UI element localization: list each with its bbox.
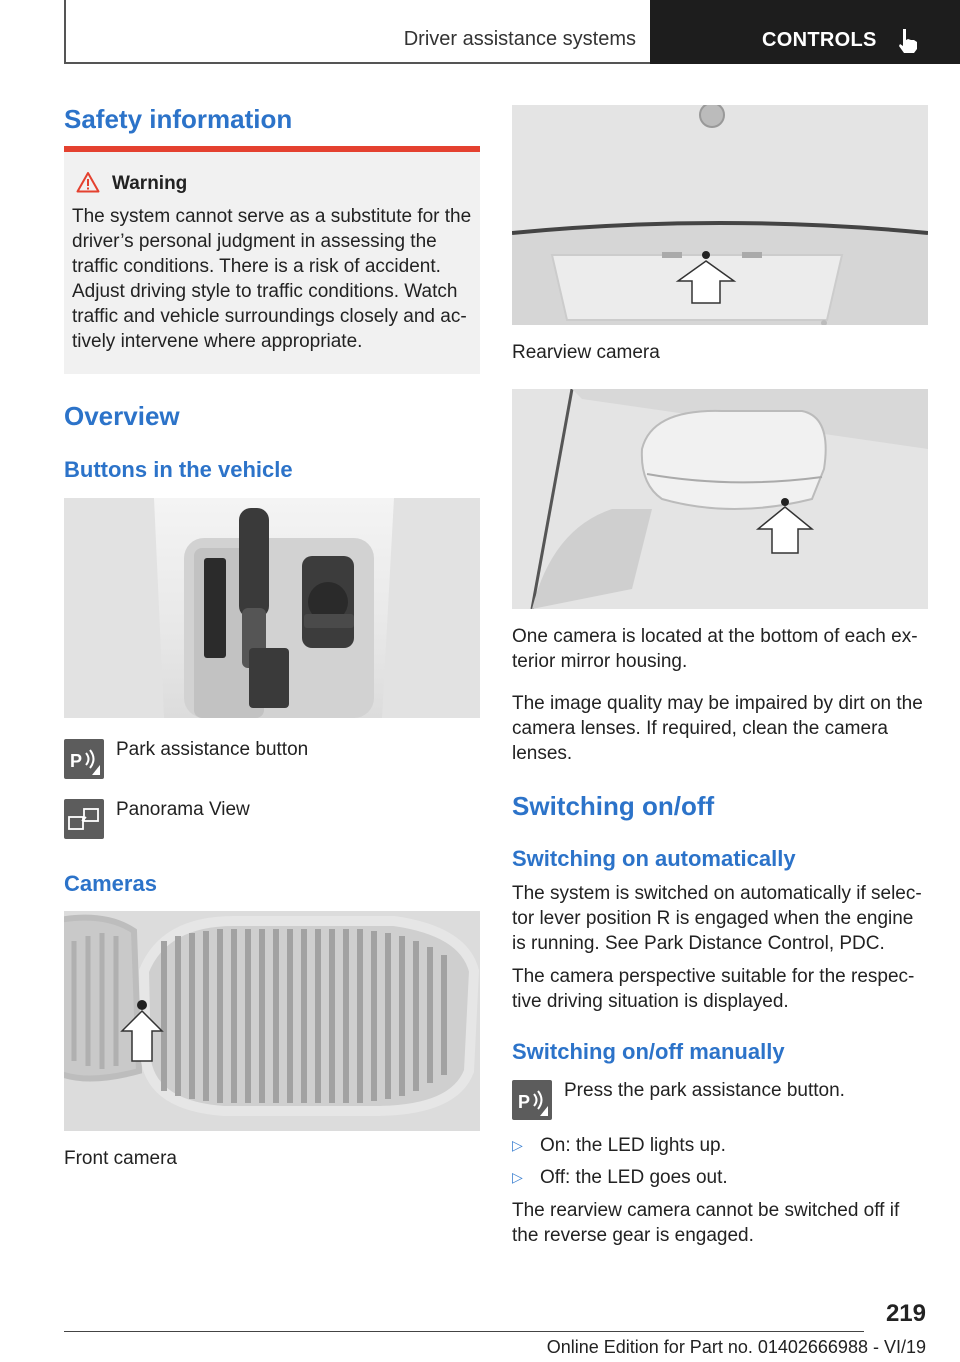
rearview-camera-caption: Rearview camera	[512, 342, 660, 363]
panorama-view-icon	[64, 799, 104, 839]
auto-text-1: The system is switched on automatically if selec-tor lever position R is engaged when the engine is running. See Park Distance Control, PDC.	[512, 883, 922, 954]
rearview-camera-image	[512, 105, 928, 325]
header-section-title: Driver assistance systems	[403, 28, 636, 50]
footer-edition: Online Edition for Part no. 01402666988 - VI/19	[546, 1337, 926, 1357]
front-camera-caption: Front camera	[64, 1148, 177, 1169]
pointing-hand-icon	[894, 27, 922, 55]
cameras-heading: Cameras	[64, 871, 157, 896]
park-assist-label: Park assistance button	[116, 739, 309, 760]
manual-text: Press the park assistance button.	[564, 1080, 845, 1101]
page-number: 219	[885, 1300, 926, 1327]
bullet-item-1: On: the LED lights up.	[540, 1135, 726, 1156]
park-assist-icon-inline	[512, 1080, 552, 1120]
auto-text-2: The camera perspective suitable for the respec-tive driving situation is displayed.	[512, 966, 915, 1012]
switching-heading: Switching on/off	[512, 791, 715, 821]
buttons-heading: Buttons in the vehicle	[64, 457, 293, 482]
mirror-text-1: One camera is located at the bottom of each ex-terior mirror housing.	[512, 626, 918, 672]
front-camera-image	[64, 911, 480, 1131]
bullet-marker-2: ▷	[512, 1169, 523, 1185]
mirror-text-2: The image quality may be impaired by dirt on the camera lenses. If required, clean the camera lenses.	[512, 693, 923, 764]
header-bottom-rule	[64, 62, 650, 64]
header-tab-label[interactable]: CONTROLS	[762, 29, 877, 51]
bullet-marker-1: ▷	[512, 1137, 523, 1153]
manual-heading: Switching on/off manually	[512, 1039, 785, 1064]
overview-heading: Overview	[64, 401, 180, 431]
safety-heading: Safety information	[64, 104, 293, 134]
mirror-camera-image	[512, 389, 928, 609]
svg-text:P: P	[70, 751, 83, 771]
footer-rule	[64, 1331, 864, 1332]
warning-text: The system cannot serve as a substitute for the driver’s personal judgment in assessing the traffic conditions. There is a risk of accident. Adjust driving style to traffic conditions. Watch traffic and vehicle surroundings closely and ac-tively intervene where appropriate.	[72, 206, 472, 352]
park-assist-icon	[64, 739, 104, 779]
warning-triangle-icon	[76, 171, 100, 193]
panorama-view-label: Panorama View	[116, 799, 250, 820]
warning-title: Warning	[112, 173, 188, 194]
bullet-item-2: Off: the LED goes out.	[540, 1167, 728, 1188]
auto-heading: Switching on automatically	[512, 846, 796, 871]
center-console-image	[64, 498, 480, 718]
closing-text: The rearview camera cannot be switched off if the reverse gear is engaged.	[512, 1200, 900, 1246]
svg-text:P: P	[518, 1092, 531, 1112]
